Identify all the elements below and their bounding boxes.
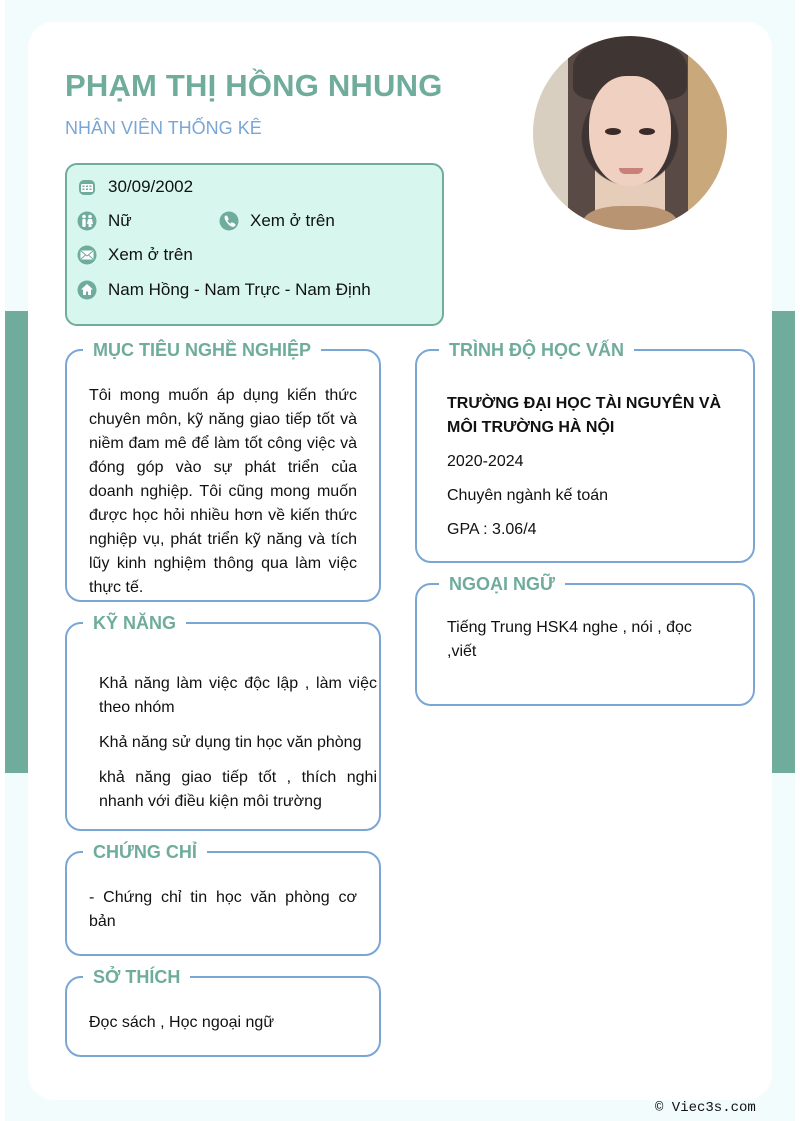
section-languages — [415, 574, 755, 706]
major: Chuyên ngành kế toán — [447, 487, 609, 504]
copyright-footer: © Viec3s.com — [655, 1100, 756, 1116]
section-title-hobbies: SỞ THÍCH — [83, 965, 190, 989]
section-title-skills: KỸ NĂNG — [83, 611, 186, 635]
section-skills — [65, 613, 381, 831]
job-title: NHÂN VIÊN THỐNG KÊ — [65, 118, 262, 138]
hobbies-text: Đọc sách , Học ngoại ngữ — [89, 1014, 275, 1031]
home-icon — [77, 280, 97, 300]
calendar-icon — [77, 177, 97, 197]
section-title-certificates: CHỨNG CHỈ — [83, 840, 207, 864]
section-hobbies — [65, 967, 381, 1057]
birthday-row — [77, 177, 193, 197]
phone-row — [219, 211, 335, 231]
email-value: Xem ở trên — [108, 245, 193, 264]
school-name: TRƯỜNG ĐẠI HỌC TÀI NGUYÊN VÀ MÔI TRƯỜNG HÀ NỘI — [447, 395, 722, 436]
email-row — [77, 245, 193, 265]
languages-text: Tiếng Trung HSK4 nghe , nói , đọc ,viết — [447, 619, 692, 660]
gender-icon — [77, 211, 97, 231]
address-row — [77, 280, 371, 300]
phone-icon — [219, 211, 239, 231]
contact-info-box — [65, 163, 444, 326]
section-education — [415, 340, 755, 563]
study-period: 2020-2024 — [447, 453, 524, 470]
right-accent-bar — [771, 311, 795, 773]
section-title-objective: MỤC TIÊU NGHỀ NGHIỆP — [83, 338, 321, 362]
phone-value: Xem ở trên — [250, 211, 335, 230]
envelope-icon — [77, 245, 97, 265]
left-accent-bar — [5, 311, 29, 773]
candidate-name: PHẠM THỊ HỒNG NHUNG — [65, 68, 443, 103]
gpa: GPA : 3.06/4 — [447, 521, 537, 538]
section-objective — [65, 340, 381, 602]
certificates-text: - Chứng chỉ tin học văn phòng cơ bản — [89, 889, 357, 930]
section-certificates — [65, 842, 381, 956]
skills-list — [99, 672, 377, 825]
section-title-languages: NGOẠI NGỮ — [439, 572, 565, 596]
skill-item: Khả năng sử dụng tin học văn phòng — [99, 734, 362, 751]
education-body — [447, 392, 731, 542]
section-title-education: TRÌNH ĐỘ HỌC VẤN — [439, 338, 634, 362]
gender-row — [77, 211, 132, 231]
address-value: Nam Hồng - Nam Trực - Nam Định — [108, 280, 371, 299]
skill-item: Khả năng làm việc độc lập , làm việc theo nhóm — [99, 675, 377, 716]
birthday-value: 30/09/2002 — [108, 177, 194, 196]
avatar — [533, 36, 727, 230]
gender-value: Nữ — [108, 211, 132, 230]
objective-text: Tôi mong muốn áp dụng kiến thức chuyên môn, kỹ năng giao tiếp tốt và niềm đam mê để làm tốt công việc và đóng góp vào sự phát triển của doanh nghiệp. Tôi cũng mong muốn được học hỏi nhiều hơn về kiến thức nghiệp vụ, phát triển kỹ năng và tích lũy kinh nghiệm thông qua làm việc thực tế. — [89, 387, 357, 596]
skill-item: khả năng giao tiếp tốt , thích nghi nhanh với điều kiện môi trường — [99, 769, 377, 810]
